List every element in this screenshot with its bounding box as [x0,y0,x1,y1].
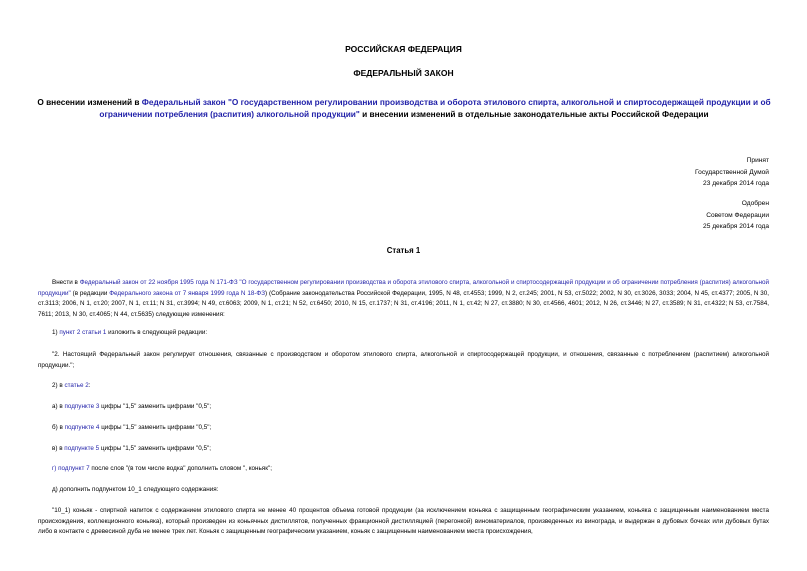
title-suffix: и внесении изменений в отдельные законодательные акты Российской Федерации [359,109,709,119]
law-171-link[interactable]: Федеральный закон от 22 ноября 1995 года N 171-ФЗ "О государственном регулировании производства и оборота этилового спирта, алкогольной и спиртосодержащей продукции и об ограничении потребления (распития) алкогольной продукции" [38,279,770,297]
item-2a-num: а) в [52,403,65,410]
title-law-link[interactable]: Федеральный закон "О государственном регулировании производства и оборота этилового спирта, алкогольной и спиртосодержащей продукции и об ограничении потребления (распития) алкогольной продукции" [99,97,771,119]
item-2c-num: в) в [52,445,65,452]
approved-line1: Одобрен [741,200,769,207]
item-2-link[interactable]: статье 2 [64,382,89,389]
item-2d: д) дополнить подпунктом 10_1 следующего содержания: [52,486,219,493]
item-2g-link[interactable]: г) подпункт 7 [52,465,90,472]
title-prefix: О внесении изменений в [37,97,142,107]
item-2c-text: цифры "1,5" заменить цифрами "0,5"; [99,445,212,452]
item-2a-link[interactable]: подпункте 3 [64,403,100,410]
item-2c-link[interactable]: подпункте 5 [64,445,100,452]
quote-2: "10_1) коньяк - спиртной напиток с содержанием этилового спирта не менее 40 процентов объема готовой продукции (за исключением коньяка с защищенным географическим указанием, коньяка с защищенным наименованием места происхождения, коллекционного коньяка), который произведен из коньячных дистиллятов, полученных фракционной дистилляцией (перегонкой) виноматериалов, произведенных из винограда, и выдержан в дубовых бочках или дубовых бутах либо в контакте с древесиной дуба не менее трех лет. Коньяк с защищенным географическим указанием, коньяк с защищенным наименованием места происхождения, [38,507,769,535]
item-2b-num: б) в [52,424,65,431]
approved-line3: 25 декабря 2014 года [703,223,769,230]
item-1 [38,328,769,339]
item-2-text: : [88,382,91,389]
law-18-link[interactable]: Федерального закона от 7 января 1999 года N 18-ФЗ [109,289,266,297]
item-2a [38,402,769,413]
item-2 [38,381,769,392]
accepted-line3: 23 декабря 2014 года [703,180,769,187]
item-1-link[interactable]: пункт 2 статьи 1 [59,329,107,336]
item-2-num: 2) в [52,382,65,389]
item-2g-text: после слов "(в том числе водка" дополнить словом ", коньяк"; [89,465,272,472]
article-heading: Статья 1 [386,246,421,255]
country-heading: РОССИЙСКАЯ ФЕДЕРАЦИЯ [345,44,462,54]
accepted-block [695,155,769,190]
item-2g [38,464,769,475]
law-title [28,96,780,120]
item-2a-text: цифры "1,5" заменить цифрами "0,5"; [99,403,212,410]
item-2b [38,423,769,434]
approved-block [703,198,769,233]
item-1-text: изложить в следующей редакции: [106,329,208,336]
item-2b-text: цифры "1,5" заменить цифрами "0,5"; [99,424,212,431]
item-1-num: 1) [52,329,60,336]
item-2b-link[interactable]: подпункте 4 [64,424,100,431]
approved-line2: Советом Федерации [706,211,769,219]
accepted-line1: Принят [746,157,769,164]
item-2c [38,444,769,455]
intro-text-3: ) (Собрание законодательства Российской Федерации, 1995, N 48, ст.4553; 1999, N 2, ст.245; 2001, N 53, ст.5022; 2002, N 30, ст.3026, 3033; 2004, N 45, ст.4377; 2005, N 30, ст.3113; 2006, N 1, ст.20; 2007, N 1, ст.11; N 31, ст.3994; N 49, ст.6063; 2009, N 1, ст.21; N 52, ст.6450; 2010, N 15, ст.1737; N 31, ст.4196; 2011, N 1, ст.42; N 27, ст.3880; N 30, ст.4566, 4601; 2012, N 26, ст.3446; N 27, ст.3589; N 31, ст.4322; N 53, ст.7584, 7611; 2013, N 30, ст.4065; N 44, ст.5635) следующие изменения: [38,289,769,318]
accepted-line2: Государственной Думой [695,168,769,176]
intro-text-2: (в редакции [70,289,110,297]
intro-paragraph [38,278,769,320]
intro-text-1: Внести в [52,279,80,286]
doc-type-heading: ФЕДЕРАЛЬНЫЙ ЗАКОН [353,68,454,78]
quote-1: "2. Настоящий Федеральный закон регулирует отношения, связанные с производством и оборотом этилового спирта, алкогольной и спиртосодержащей продукции, и отношения, связанные с потреблением (распитием) алкогольной продукции."; [38,351,769,369]
